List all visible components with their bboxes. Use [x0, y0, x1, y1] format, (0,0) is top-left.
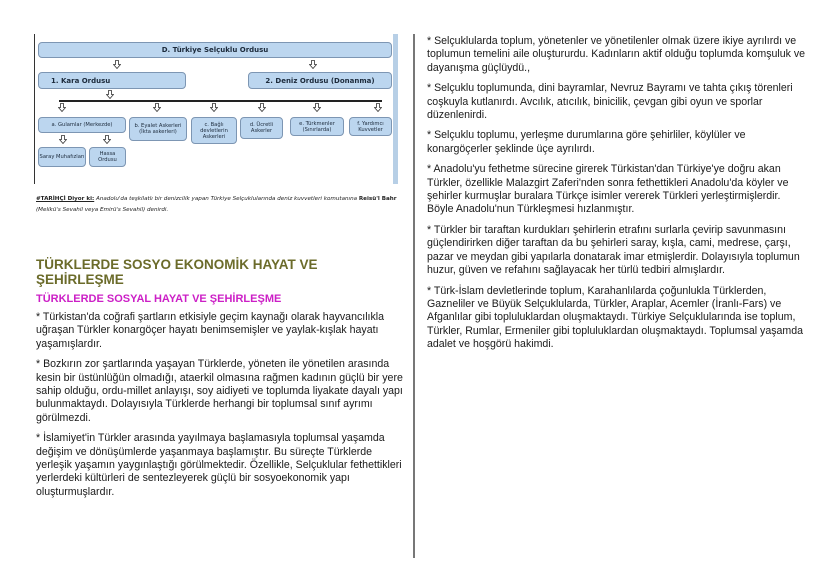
diagram-frame-right-bar [393, 34, 398, 184]
sub-unit-label: Hassa Ordusu [98, 151, 117, 163]
down-arrow-icon [309, 60, 317, 69]
down-arrow-icon [59, 135, 67, 144]
down-arrow-icon [374, 103, 382, 112]
paragraph: * Selçuklularda toplum, yönetenler ve yönetilenler olmak üzere ikiye ayrılırdı ve toplumun temelini aile oluştururdu. Kadınların aktif olduğu toplumda komşuluk ve dayanışma güçlüydü., [427, 35, 806, 74]
kara-ordusu-box [38, 72, 186, 89]
unit-box-turkmenler [290, 117, 344, 136]
unit-box-ucretli [240, 117, 283, 139]
down-arrow-icon [106, 90, 114, 99]
down-arrow-icon [210, 103, 218, 112]
sub-unit-box-saray [38, 147, 86, 167]
unit-label: a. Gulamlar (Merkezde) [51, 122, 113, 128]
down-arrow-icon [58, 103, 66, 112]
sub-heading: TÜRKLERDE SOSYAL HAYAT VE ŞEHİRLEŞME [36, 293, 282, 305]
down-arrow-icon [113, 60, 121, 69]
diagram-title: D. Türkiye Selçuklu Ordusu [161, 46, 269, 54]
unit-box-gulamlar [38, 117, 126, 133]
unit-label: d. Ücretli Askerler [249, 122, 274, 134]
unit-label: c. Bağlı devletlerin Askerleri [200, 121, 228, 140]
down-arrow-icon [103, 135, 111, 144]
down-arrow-icon [153, 103, 161, 112]
paragraph: * Türk-İslam devletlerinde toplum, Karahanlılarda çoğunlukla Türklerden, Gazneliler ve Büyük Selçuklularda, Türkler, Araplar, Acemler (İranlı-Fars) ve Afganlılar gibi topluluklardan oluşmaktaydı. Türkiye Selçuklularında ise toplum, Türkler, Rumlar, Ermeniler gibi topluluklardan oluşmaktaydı. Toplumsal yaşamda adalet ve hoşgörü hakimdi. [427, 284, 804, 351]
note-tag: #TARİHÇİ Diyor ki: [36, 196, 95, 202]
deniz-ordusu-box [248, 72, 392, 89]
tarihci-note [36, 194, 400, 216]
down-arrow-icon [313, 103, 321, 112]
branch-line [59, 100, 382, 102]
paragraph: * Türkler bir taraftan kurdukları şehirlerin etrafını surlarla çevirip savunmasını güçlendirirken diğer taraftan da bu şehirleri saray, kışla, cami, medrese, çarşı, pazar ve meydan gibi yapılarla donatarak imar etmişlerdir. Dolayısıyla toplumun huzur, güven ve refahını sağlayacak her türlü tedbiri almışlardır. [427, 223, 800, 277]
column-divider [413, 34, 415, 558]
unit-box-eyalet [129, 117, 187, 141]
unit-box-bagli [191, 117, 237, 144]
main-heading: TÜRKLERDE SOSYO EKONOMİK HAYAT VE ŞEHİRLEŞME [36, 257, 318, 287]
note-bold-term: Reisü'l Bahr [358, 196, 397, 202]
sub-unit-label: Saray Muhafızları [39, 154, 85, 160]
note-text: Anadolu'da teşkilatlı bir denizcilik yapan Türkiye Selçuklularında deniz kuvvetleri komutanına [94, 196, 359, 202]
deniz-ordusu-label: 2. Deniz Ordusu (Donanma) [265, 76, 375, 85]
kara-ordusu-label: 1. Kara Ordusu [51, 76, 111, 85]
note-text: (Melikü's Sevahil veya Emirü's Sevahil) denirdi. [36, 207, 169, 213]
paragraph: * Selçuklu toplumu, yerleşme durumlarına göre şehirliler, köylüler ve konargöçerler şeklinde üçe ayrılırdı. [427, 129, 746, 155]
down-arrow-icon [258, 103, 266, 112]
unit-box-yardimci [349, 117, 392, 136]
diagram-frame-left-border [34, 34, 35, 184]
unit-label: e. Türkmenler (Sınırlarda) [299, 120, 335, 133]
paragraph: * İslamiyet'in Türkler arasında yayılmaya başlamasıyla toplumsal yaşamda değişim ve dönüşümlerde yaşanmaya başlamıştır. Bu süreçte Türklerde yerleşik yaşamın yaygınlaştığı görülmektedir. Özellikle, Selçuklular fethettikleri yerlerdeki kültürleri de sentezleyerek güçlü bir sosyoekonomik yapı oluşturmuşlardır. [36, 432, 402, 498]
paragraph: * Selçuklu toplumunda, dini bayramlar, Nevruz Bayramı ve tahta çıkış törenleri coşkuyla kutlanırdı. Avcılık, atıcılık, binicilik, çevgan gibi oyun ve sporlar düzenlenirdi. [427, 82, 793, 122]
diagram-title-box [38, 42, 392, 58]
unit-label: b. Eyalet Askerleri (İkta askerleri) [134, 123, 182, 135]
paragraph: * Türkistan'da coğrafi şartların etkisiyle geçim kaynağı olarak hayvancılıkla uğraşan Türkler konargöçer hayatı benimsemişler ve yaylak-kışlak hayatı yaşamışlardır. [36, 311, 385, 350]
unit-label: f. Yardımcı Kuvvetler [357, 120, 384, 133]
right-column [427, 35, 807, 359]
left-column [36, 311, 408, 506]
sub-unit-box-hassa [89, 147, 126, 167]
paragraph: * Anadolu'yu fethetme sürecine girerek Türkistan'dan Türkiye'ye doğru akan Türkler, özellikle Malazgirt Zaferi'nden sonra fethettikleri Anadolu'da köyler ve şehirler kurmuşlar buralara Türkçe isimler vererek Türkleri yerleştirmişlerdir. Böyle Anadolu'nun Türkleşmesi hızlanmıştır. [427, 163, 789, 216]
paragraph: * Bozkırın zor şartlarında yaşayan Türklerde, yöneten ile yönetilen arasında kesin bir üstünlüğün olmadığı, ataerkil olmasına rağmen kadının güçlü bir yere sahip olduğu, ordu-millet anlayışı, soy aidiyeti ve toplumda liyakate dayalı yapı bulunmaktaydı. Dolayısıyla Türklerde herhangi bir toplumsal sınıf ayrımı görülmezdi. [36, 358, 403, 424]
